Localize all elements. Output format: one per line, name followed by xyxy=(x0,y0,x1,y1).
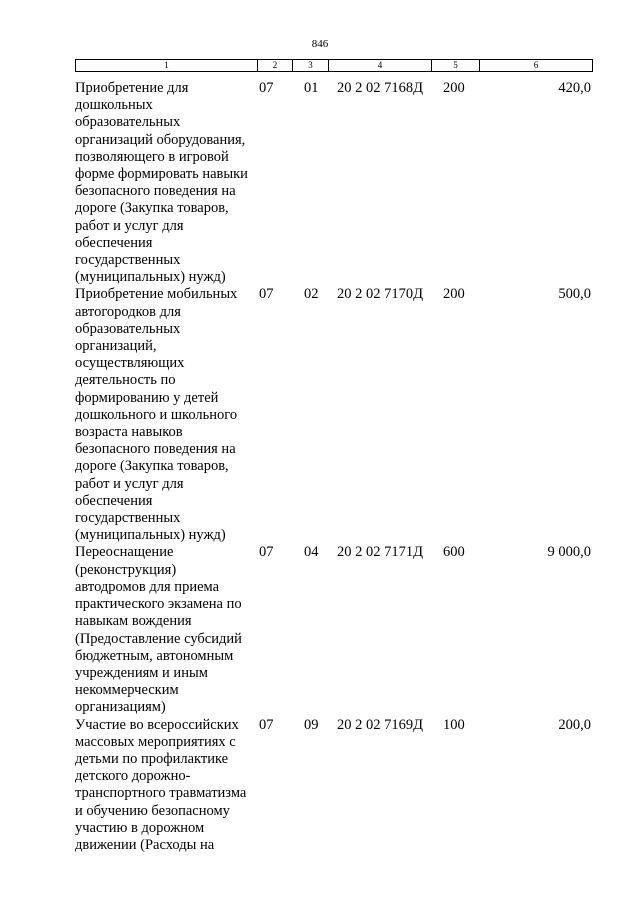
description-line: автодромов для приема xyxy=(75,578,220,595)
row-target-article: 20 2 02 7171Д xyxy=(337,544,424,561)
column-header-2: 2 xyxy=(258,60,293,72)
description-line: безопасного поведения на xyxy=(75,441,236,458)
description-line: участию в дорожном xyxy=(75,819,205,836)
description-line: позволяющего в игровой xyxy=(75,148,229,165)
description-line: Переоснащение xyxy=(75,544,174,561)
row-podrazdel: 01 xyxy=(304,80,319,96)
description-line: детьми по профилактике xyxy=(75,750,229,767)
row-target-article: 20 2 02 7168Д xyxy=(337,80,424,96)
description-line: (муниципальных) нужд) xyxy=(75,527,226,544)
description-line: детского дорожно- xyxy=(75,768,191,785)
description-line: формированию у детей xyxy=(75,389,219,406)
description-line: образовательных xyxy=(75,114,181,131)
row-expense-type: 200 xyxy=(443,80,465,96)
column-header-5: 5 xyxy=(432,60,480,72)
row-razdel: 07 xyxy=(259,286,274,303)
description-line: организаций оборудования, xyxy=(75,131,246,148)
description-line: (муниципальных) нужд) xyxy=(75,269,226,286)
description-line: транспортного травматизма xyxy=(75,785,247,802)
table-row xyxy=(75,286,595,544)
row-podrazdel: 02 xyxy=(304,286,319,303)
description-line: Участие во всероссийских xyxy=(75,716,239,733)
description-line: работ и услуг для xyxy=(75,475,184,492)
row-podrazdel: 09 xyxy=(304,716,319,733)
description-line: организациям) xyxy=(75,699,166,716)
table-row xyxy=(75,80,595,286)
row-description xyxy=(75,544,257,716)
row-razdel: 07 xyxy=(259,544,274,561)
description-line: государственных xyxy=(75,510,181,527)
row-podrazdel: 04 xyxy=(304,544,319,561)
column-header-1: 1 xyxy=(76,60,258,72)
description-line: возраста навыков xyxy=(75,424,183,441)
description-line: деятельность по xyxy=(75,372,176,389)
description-line: осуществляющих xyxy=(75,355,185,372)
description-line: учреждениям и иным xyxy=(75,664,208,681)
column-header-4: 4 xyxy=(329,60,432,72)
description-line: образовательных xyxy=(75,320,181,337)
description-line: (Предоставление субсидий xyxy=(75,630,242,647)
description-line: движении (Расходы на xyxy=(75,836,215,853)
column-header-table xyxy=(75,59,593,72)
table-row xyxy=(75,717,595,855)
description-line: организаций, xyxy=(75,338,157,355)
description-line: некоммерческим xyxy=(75,682,179,699)
description-line: дошкольных xyxy=(75,97,153,114)
description-line: форме формировать навыки xyxy=(75,166,248,183)
description-line: массовых мероприятиях с xyxy=(75,733,236,750)
row-razdel: 07 xyxy=(259,80,274,96)
row-description xyxy=(75,717,257,855)
column-header-row xyxy=(76,60,593,72)
budget-rows xyxy=(75,80,595,854)
column-header-3: 3 xyxy=(293,60,329,72)
row-target-article: 20 2 02 7170Д xyxy=(337,286,424,303)
description-line: бюджетным, автономным xyxy=(75,647,234,664)
description-line: практического экзамена по xyxy=(75,596,242,613)
description-line: работ и услуг для xyxy=(75,217,184,234)
description-line: обеспечения xyxy=(75,492,153,509)
row-expense-type: 600 xyxy=(443,544,465,561)
description-line: дошкольного и школьного xyxy=(75,406,238,423)
description-line: Приобретение для xyxy=(75,80,189,96)
page-number: 846 xyxy=(311,38,329,50)
row-sum: 200,0 xyxy=(558,716,591,733)
column-header-6: 6 xyxy=(480,60,593,72)
description-line: навыкам вождения xyxy=(75,613,192,630)
row-sum: 420,0 xyxy=(558,80,591,96)
description-line: дороге (Закупка товаров, xyxy=(75,458,229,475)
description-line: дороге (Закупка товаров, xyxy=(75,200,229,217)
row-sum: 9 000,0 xyxy=(547,544,591,561)
row-description xyxy=(75,80,257,286)
row-target-article: 20 2 02 7169Д xyxy=(337,716,424,733)
description-line: Приобретение мобильных xyxy=(75,286,238,303)
description-line: безопасного поведения на xyxy=(75,183,236,200)
row-expense-type: 200 xyxy=(443,286,465,303)
description-line: обеспечения xyxy=(75,234,153,251)
row-razdel: 07 xyxy=(259,716,274,733)
table-row xyxy=(75,544,595,716)
description-line: автогородков для xyxy=(75,303,181,320)
description-line: и обучению безопасному xyxy=(75,802,230,819)
description-line: государственных xyxy=(75,252,181,269)
row-sum: 500,0 xyxy=(558,286,591,303)
row-description xyxy=(75,286,257,544)
row-expense-type: 100 xyxy=(443,716,465,733)
description-line: (реконструкция) xyxy=(75,561,177,578)
